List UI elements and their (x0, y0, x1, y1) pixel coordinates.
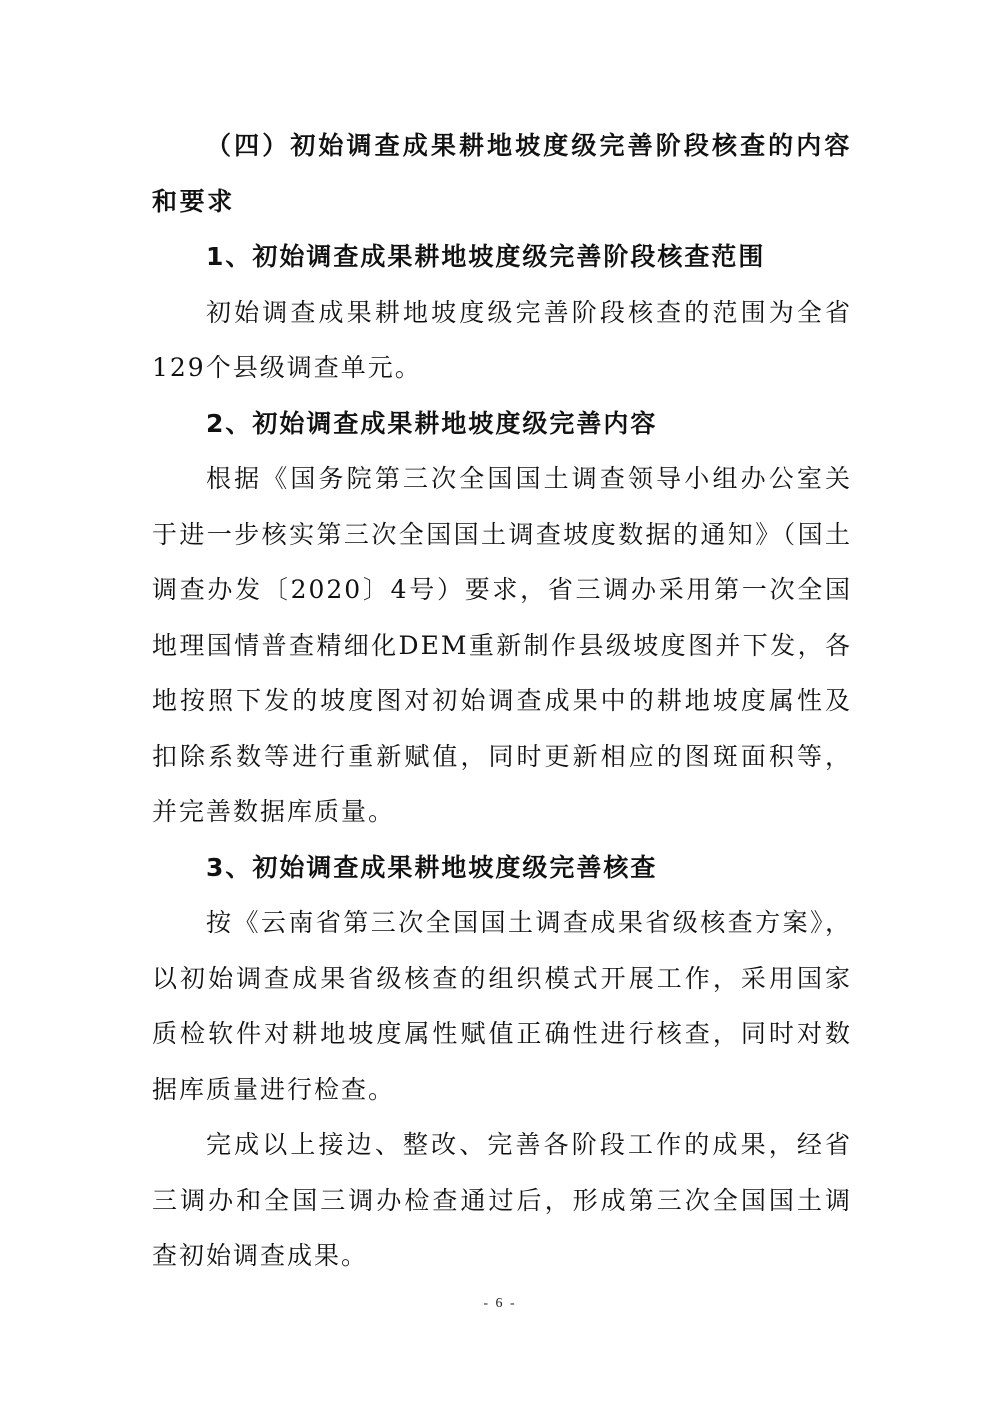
document-body (152, 118, 852, 1284)
page-number: - 6 - (483, 1296, 517, 1311)
item-1-heading: 1、初始调查成果耕地坡度级完善阶段核查范围 (206, 242, 766, 271)
item-3-heading: 3、初始调查成果耕地坡度级完善核查 (206, 852, 658, 882)
item-2-paragraph-1: 根据《国务院第三次全国国土调查领导小组办公室关于进一步核实第三次全国国土调查坡度数据的通知》（国土调查办发〔2020〕4号）要求，省三调办采用第一次全国地理国情普查精细化DEM重新制作县级坡度图并下发，各地按照下发的坡度图对初始调查成果中的耕地坡度属性及扣除系数等进行重新赋值，同时更新相应的图斑面积等，并完善数据库质量。 (152, 464, 852, 826)
section-heading: （四）初始调查成果耕地坡度级完善阶段核查的内容和要求 (152, 131, 852, 216)
item-3-paragraph-2: 完成以上接边、整改、完善各阶段工作的成果，经省三调办和全国三调办检查通过后，形成第三次全国国土调查初始调查成果。 (152, 1130, 852, 1270)
item-1-paragraph-1: 初始调查成果耕地坡度级完善阶段核查的范围为全省129个县级调查单元。 (152, 297, 852, 382)
item-2-heading: 2、初始调查成果耕地坡度级完善内容 (206, 408, 658, 438)
item-3-paragraph-1: 按《云南省第三次全国国土调查成果省级核查方案》，以初始调查成果省级核查的组织模式开展工作，采用国家质检软件对耕地坡度属性赋值正确性进行核查，同时对数据库质量进行检查。 (152, 908, 852, 1104)
